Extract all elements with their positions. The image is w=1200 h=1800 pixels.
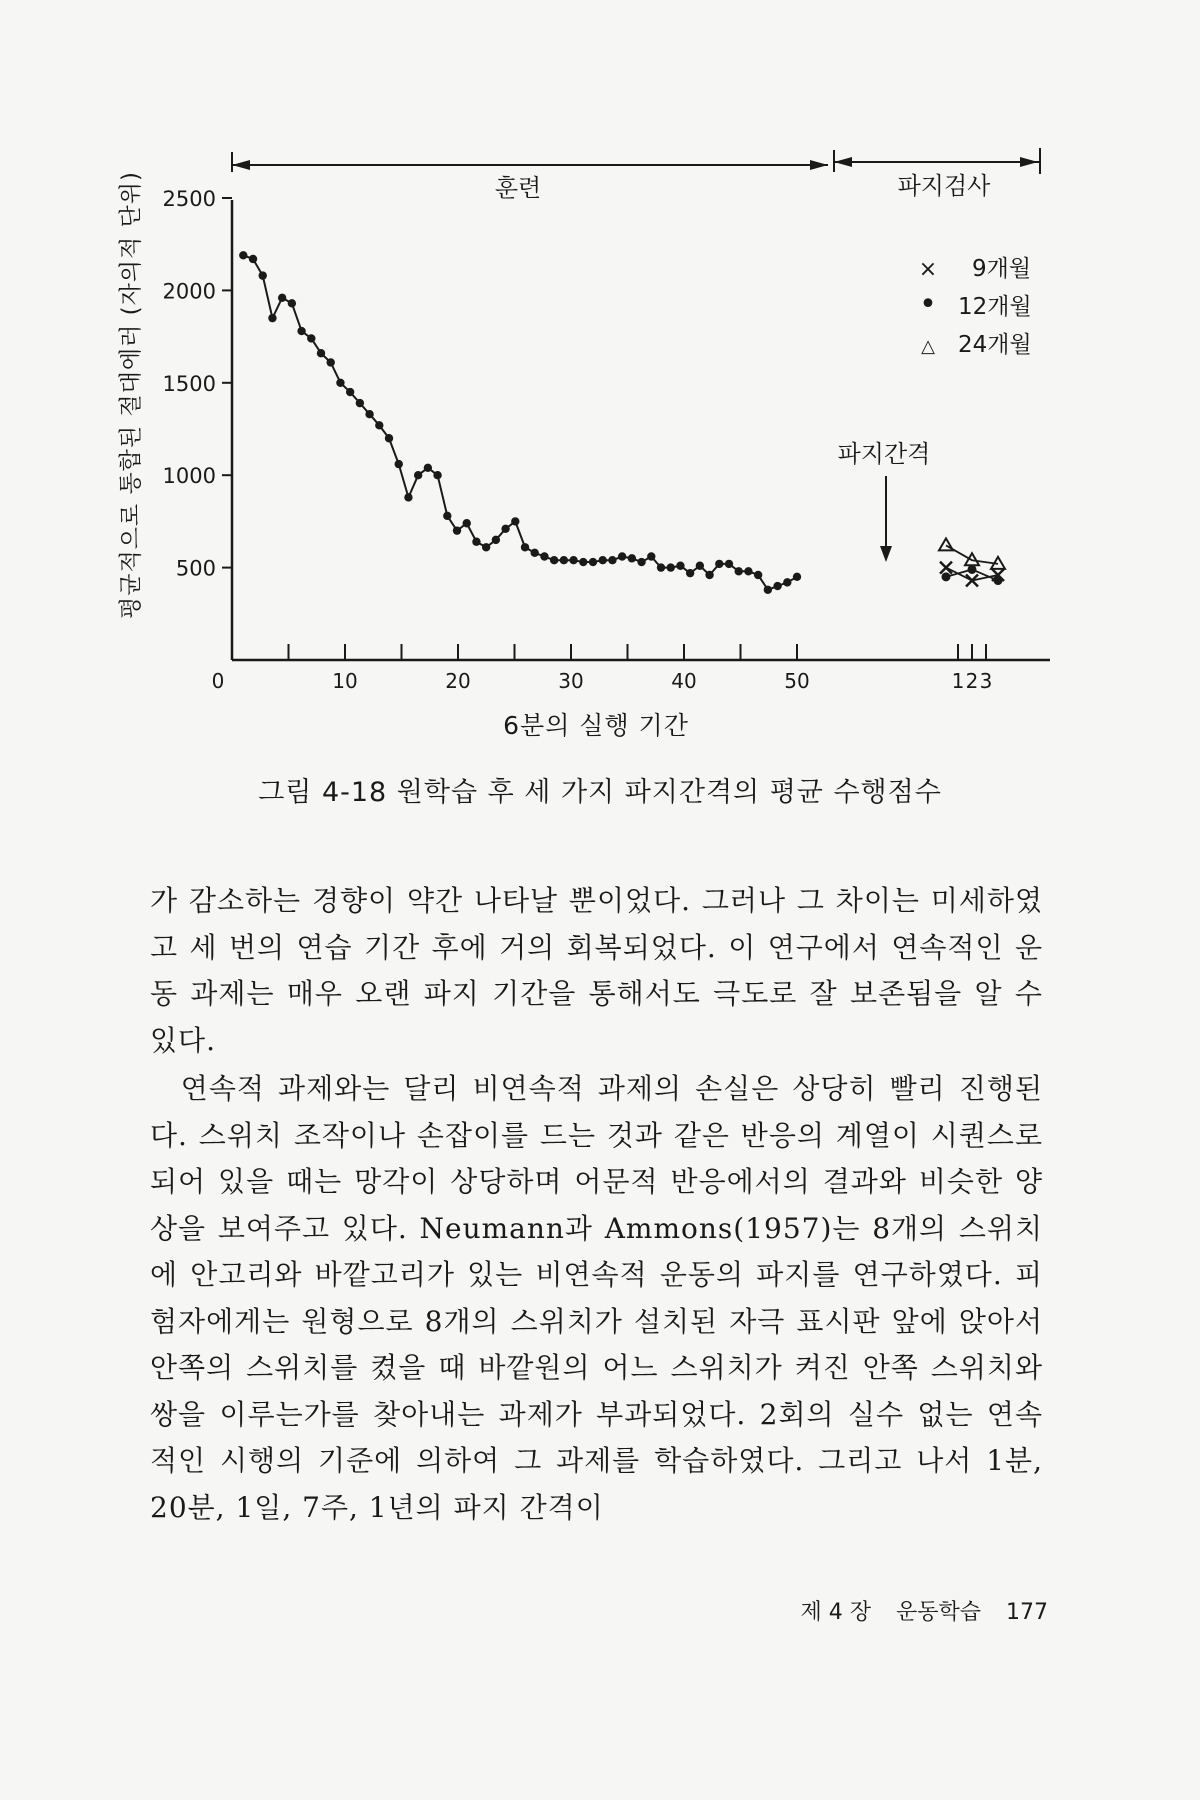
- training-point-26: [492, 536, 500, 544]
- training-point-13: [365, 410, 373, 418]
- training-point-3: [268, 314, 276, 322]
- training-point-34: [569, 556, 577, 564]
- training-point-14: [375, 421, 383, 429]
- x-tick-label-1: 10: [332, 669, 358, 693]
- training-point-42: [647, 552, 655, 560]
- paragraph-2: 연속적 과제와는 달리 비연속적 과제의 손실은 상당히 빨리 진행된다. 스위치 조작이나 손잡이를 드는 것과 같은 반응의 계열이 시퀀스로 되어 있을 때는 망각이 상당하며 어문적 반응에서의 결과와 비슷한 양상을 보여주고 있다. Neumann과 Ammons(1957)는 8개의 스위치에 안고리와 바깥고리가 있는 비연속적 운동의 파지를 연구하였다. 피험자에게는 원형으로 8개의 스위치가 설치된 자극 표시판 앞에 앉아서 안쪽의 스위치를 켰을 때 바깥원의 어느 스위치가 켜진 안쪽 스위치와 쌍을 이루는가를 찾아내는 과제가 부과되었다. 2회의 실수 없는 연속적인 시행의 기준에 의하여 그 과제를 학습하였다. 그리고 나서 1분, 20분, 1일, 7주, 1년의 파지 간격이: [150, 1072, 1043, 1524]
- training-point-30: [531, 549, 539, 557]
- legend: [919, 256, 1032, 358]
- footer-section: 운동학습: [895, 1600, 981, 1625]
- retention-chart: [0, 0, 1200, 740]
- training-series: [239, 251, 801, 594]
- figure-caption: 그림 4-18 원학습 후 세 가지 파지간격의 평균 수행점수: [258, 777, 942, 808]
- body-text: [150, 878, 1043, 1531]
- x-tick-label-4: 40: [671, 669, 697, 693]
- training-point-16: [395, 460, 403, 468]
- training-point-51: [735, 567, 743, 575]
- training-point-2: [259, 271, 267, 279]
- training-point-22: [453, 526, 461, 534]
- legend-item-24-months: [921, 332, 1032, 358]
- footer-chapter: 제 4 장: [800, 1600, 871, 1625]
- retention-interval-arrow: [880, 476, 892, 562]
- training-point-24: [472, 538, 480, 546]
- training-point-39: [618, 552, 626, 560]
- training-point-56: [783, 578, 791, 586]
- training-point-55: [773, 582, 781, 590]
- training-point-28: [511, 517, 519, 525]
- training-point-46: [686, 569, 694, 577]
- y-tick-label-4: 500: [175, 556, 216, 581]
- y-ticks: [163, 187, 232, 581]
- phase-brackets: [232, 148, 1040, 174]
- x-tick-label-3: 30: [558, 669, 584, 693]
- training-point-57: [793, 573, 801, 581]
- retention-point-1-1: [968, 565, 977, 574]
- training-phase-label: 훈련: [494, 174, 542, 202]
- retention-point-1-2: [994, 576, 1003, 585]
- training-point-52: [744, 567, 752, 575]
- legend-item-12-months: [919, 287, 1032, 322]
- training-point-12: [356, 399, 364, 407]
- x-tick-label-2: 20: [445, 669, 471, 693]
- training-point-35: [579, 558, 587, 566]
- y-axis-label: 평균적으로 통합된 절대에러 (자의적 단위): [118, 171, 144, 619]
- training-point-32: [550, 556, 558, 564]
- page-number: 177: [1006, 1600, 1048, 1625]
- retention-point-0-0: [940, 562, 952, 574]
- training-point-36: [589, 558, 597, 566]
- training-point-17: [404, 493, 412, 501]
- training-point-11: [346, 388, 354, 396]
- retention-point-1-0: [942, 572, 951, 581]
- legend-label-9-months: 9개월: [972, 256, 1032, 282]
- training-point-0: [239, 251, 247, 259]
- training-point-45: [676, 562, 684, 570]
- training-point-48: [705, 571, 713, 579]
- legend-label-12-months: 12개월: [958, 294, 1032, 320]
- training-point-33: [560, 556, 568, 564]
- training-point-47: [696, 562, 704, 570]
- training-point-1: [249, 255, 257, 263]
- x-tick-label-5: 50: [784, 669, 810, 693]
- x-axis-label: 6분의 실행 기간: [503, 711, 689, 740]
- training-point-43: [657, 563, 665, 571]
- legend-marker-cross: ×: [918, 257, 938, 282]
- legend-marker-triangle: △: [921, 336, 935, 357]
- training-point-21: [443, 512, 451, 520]
- training-point-40: [628, 554, 636, 562]
- training-point-29: [521, 543, 529, 551]
- training-series-line: [243, 255, 797, 589]
- training-point-4: [278, 294, 286, 302]
- training-point-5: [288, 299, 296, 307]
- y-tick-label-3: 1000: [162, 464, 216, 489]
- training-point-8: [317, 349, 325, 357]
- retention-phase-label: 파지검사: [897, 172, 991, 200]
- legend-label-24-months: 24개월: [958, 332, 1032, 358]
- retention-series: [939, 538, 1005, 586]
- training-point-37: [599, 556, 607, 564]
- retention-interval-label: 파지간격: [837, 440, 931, 468]
- training-point-19: [424, 464, 432, 472]
- paragraph-1: 가 감소하는 경향이 약간 나타날 뿐이었다. 그러나 그 차이는 미세하였고 세 번의 연습 기간 후에 거의 회복되었다. 이 연구에서 연속적인 운동 과제는 매우 오랜 파지 기간을 통해서도 극도로 잘 보존됨을 알 수 있다.: [150, 884, 1043, 1057]
- training-point-9: [327, 358, 335, 366]
- training-point-6: [297, 327, 305, 335]
- training-point-44: [667, 563, 675, 571]
- retention-tick-label-0: 1: [951, 669, 965, 693]
- y-tick-label-2: 1500: [162, 371, 216, 396]
- legend-item-9-months: [919, 256, 1031, 282]
- training-point-25: [482, 543, 490, 551]
- retention-tick-label-1: 2: [965, 669, 979, 693]
- training-point-54: [764, 586, 772, 594]
- training-point-49: [715, 560, 723, 568]
- x-tick-label-0: 0: [211, 669, 225, 693]
- y-tick-label-0: 2500: [162, 187, 216, 211]
- training-point-53: [754, 571, 762, 579]
- retention-point-2-0: [939, 538, 953, 550]
- training-point-18: [414, 471, 422, 479]
- training-point-10: [336, 379, 344, 387]
- x-ticks: [212, 644, 993, 693]
- training-point-50: [725, 560, 733, 568]
- training-point-27: [501, 525, 509, 533]
- training-point-38: [608, 556, 616, 564]
- retention-tick-label-2: 3: [979, 669, 993, 693]
- training-point-20: [433, 471, 441, 479]
- training-point-15: [385, 434, 393, 442]
- y-tick-label-1: 2000: [162, 279, 216, 304]
- training-point-41: [637, 558, 645, 566]
- legend-marker-dot: •: [919, 287, 937, 322]
- training-point-31: [540, 552, 548, 560]
- training-point-23: [463, 519, 471, 527]
- page-footer: [782, 1595, 1048, 1626]
- training-point-7: [307, 334, 315, 342]
